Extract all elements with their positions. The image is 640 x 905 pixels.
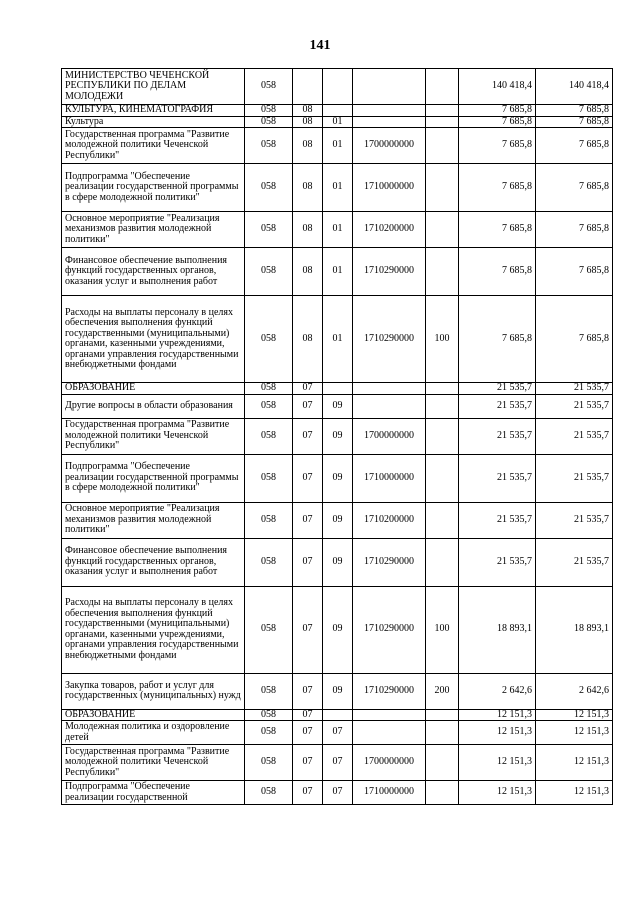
- cell-target-code: 1710200000: [353, 212, 426, 248]
- cell-subsection-code: 07: [323, 721, 353, 745]
- cell-amount-2: 2 642,6: [536, 673, 613, 709]
- cell-name: Финансовое обеспечение выполнения функций государственных органов, оказания услуг и выполнения работ: [62, 248, 245, 296]
- cell-amount-1: 140 418,4: [459, 69, 536, 105]
- cell-amount-1: 7 685,8: [459, 212, 536, 248]
- cell-section-code: 07: [293, 538, 323, 586]
- cell-section-code: 07: [293, 709, 323, 721]
- cell-subsection-code: 01: [323, 248, 353, 296]
- cell-name: Подпрограмма "Обеспечение реализации государственной программы в сфере молодежной политики": [62, 454, 245, 502]
- cell-target-code: 1710000000: [353, 781, 426, 805]
- cell-ministry-code: 058: [245, 212, 293, 248]
- table-row: [62, 164, 613, 212]
- cell-target-code: 1710000000: [353, 164, 426, 212]
- table-row: [62, 709, 613, 721]
- cell-section-code: 08: [293, 105, 323, 117]
- cell-subsection-code: 09: [323, 586, 353, 673]
- cell-ministry-code: 058: [245, 709, 293, 721]
- cell-amount-1: 12 151,3: [459, 781, 536, 805]
- cell-ministry-code: 058: [245, 673, 293, 709]
- cell-expense-type: 200: [426, 673, 459, 709]
- table-row: [62, 296, 613, 383]
- cell-expense-type: 100: [426, 586, 459, 673]
- table-row: [62, 248, 613, 296]
- cell-ministry-code: 058: [245, 586, 293, 673]
- cell-ministry-code: 058: [245, 454, 293, 502]
- cell-amount-1: 21 535,7: [459, 383, 536, 395]
- cell-section-code: 07: [293, 586, 323, 673]
- cell-amount-1: 7 685,8: [459, 116, 536, 128]
- cell-subsection-code: [323, 69, 353, 105]
- cell-subsection-code: 07: [323, 745, 353, 781]
- cell-name: ОБРАЗОВАНИЕ: [62, 709, 245, 721]
- cell-section-code: [293, 69, 323, 105]
- table-row: [62, 418, 613, 454]
- cell-ministry-code: 058: [245, 248, 293, 296]
- table-row: [62, 454, 613, 502]
- cell-name: Основное мероприятие "Реализация механизмов развития молодежной политики": [62, 212, 245, 248]
- cell-amount-1: 12 151,3: [459, 709, 536, 721]
- cell-section-code: 08: [293, 164, 323, 212]
- cell-name: Расходы на выплаты персоналу в целях обеспечения выполнения функций государственными (муниципальными) органами, казенными учреждениями, органами управления государственными внебюджетными фондами: [62, 586, 245, 673]
- cell-name: Другие вопросы в области образования: [62, 394, 245, 418]
- cell-amount-2: 7 685,8: [536, 164, 613, 212]
- cell-amount-1: 12 151,3: [459, 745, 536, 781]
- cell-amount-1: 21 535,7: [459, 394, 536, 418]
- cell-amount-1: 7 685,8: [459, 248, 536, 296]
- cell-amount-2: 7 685,8: [536, 248, 613, 296]
- table-row: [62, 586, 613, 673]
- cell-name: Расходы на выплаты персоналу в целях обеспечения выполнения функций государственными (муниципальными) органами, казенными учреждениями, органами управления государственными внебюджетными фондами: [62, 296, 245, 383]
- table-row: [62, 105, 613, 117]
- cell-expense-type: [426, 709, 459, 721]
- cell-target-code: [353, 709, 426, 721]
- cell-section-code: 08: [293, 248, 323, 296]
- cell-amount-2: 21 535,7: [536, 394, 613, 418]
- cell-ministry-code: 058: [245, 538, 293, 586]
- cell-amount-2: 12 151,3: [536, 745, 613, 781]
- cell-amount-2: 18 893,1: [536, 586, 613, 673]
- cell-target-code: 1710290000: [353, 586, 426, 673]
- cell-expense-type: [426, 745, 459, 781]
- cell-amount-1: 18 893,1: [459, 586, 536, 673]
- cell-name: Основное мероприятие "Реализация механизмов развития молодежной политики": [62, 502, 245, 538]
- cell-amount-1: 21 535,7: [459, 454, 536, 502]
- cell-section-code: 08: [293, 296, 323, 383]
- cell-ministry-code: 058: [245, 502, 293, 538]
- cell-ministry-code: 058: [245, 69, 293, 105]
- cell-expense-type: [426, 105, 459, 117]
- cell-name: Подпрограмма "Обеспечение реализации государственной программы в сфере молодежной политики": [62, 164, 245, 212]
- cell-subsection-code: 09: [323, 454, 353, 502]
- cell-amount-1: 7 685,8: [459, 105, 536, 117]
- cell-target-code: 1710290000: [353, 248, 426, 296]
- cell-expense-type: [426, 212, 459, 248]
- cell-name: Государственная программа "Развитие молодежной политики Чеченской Республики": [62, 418, 245, 454]
- cell-amount-2: 7 685,8: [536, 212, 613, 248]
- table-row: [62, 781, 613, 805]
- cell-amount-1: 7 685,8: [459, 296, 536, 383]
- page-number: 141: [309, 38, 331, 53]
- cell-subsection-code: 07: [323, 781, 353, 805]
- cell-name: Государственная программа "Развитие молодежной политики Чеченской Республики": [62, 745, 245, 781]
- cell-expense-type: [426, 383, 459, 395]
- cell-ministry-code: 058: [245, 721, 293, 745]
- cell-subsection-code: 01: [323, 128, 353, 164]
- cell-ministry-code: 058: [245, 116, 293, 128]
- cell-expense-type: [426, 248, 459, 296]
- cell-expense-type: [426, 69, 459, 105]
- cell-ministry-code: 058: [245, 418, 293, 454]
- cell-section-code: 07: [293, 781, 323, 805]
- cell-amount-2: 21 535,7: [536, 383, 613, 395]
- cell-expense-type: [426, 164, 459, 212]
- cell-ministry-code: 058: [245, 781, 293, 805]
- cell-amount-2: 7 685,8: [536, 296, 613, 383]
- cell-amount-2: 21 535,7: [536, 418, 613, 454]
- cell-ministry-code: 058: [245, 164, 293, 212]
- cell-subsection-code: 09: [323, 673, 353, 709]
- cell-subsection-code: 09: [323, 418, 353, 454]
- cell-amount-1: 12 151,3: [459, 721, 536, 745]
- cell-expense-type: [426, 781, 459, 805]
- cell-name: МИНИСТЕРСТВО ЧЕЧЕНСКОЙ РЕСПУБЛИКИ ПО ДЕЛАМ МОЛОДЕЖИ: [62, 69, 245, 105]
- cell-target-code: [353, 105, 426, 117]
- cell-name: Финансовое обеспечение выполнения функций государственных органов, оказания услуг и выполнения работ: [62, 538, 245, 586]
- cell-name: Государственная программа "Развитие молодежной политики Чеченской Республики": [62, 128, 245, 164]
- cell-name: КУЛЬТУРА, КИНЕМАТОГРАФИЯ: [62, 105, 245, 117]
- cell-ministry-code: 058: [245, 383, 293, 395]
- cell-amount-2: 21 535,7: [536, 502, 613, 538]
- cell-subsection-code: 01: [323, 164, 353, 212]
- cell-amount-1: 7 685,8: [459, 128, 536, 164]
- cell-subsection-code: 09: [323, 538, 353, 586]
- table-row: [62, 394, 613, 418]
- table-row: [62, 116, 613, 128]
- cell-amount-1: 2 642,6: [459, 673, 536, 709]
- cell-name: Культура: [62, 116, 245, 128]
- table-row: [62, 69, 613, 105]
- cell-ministry-code: 058: [245, 296, 293, 383]
- cell-expense-type: [426, 128, 459, 164]
- table-row: [62, 673, 613, 709]
- cell-target-code: [353, 69, 426, 105]
- cell-section-code: 07: [293, 418, 323, 454]
- table-row: [62, 128, 613, 164]
- cell-target-code: 1710200000: [353, 502, 426, 538]
- cell-amount-2: 7 685,8: [536, 128, 613, 164]
- cell-name: Подпрограмма "Обеспечение реализации государственной: [62, 781, 245, 805]
- cell-subsection-code: [323, 105, 353, 117]
- cell-expense-type: 100: [426, 296, 459, 383]
- cell-section-code: 08: [293, 128, 323, 164]
- cell-section-code: 07: [293, 721, 323, 745]
- cell-expense-type: [426, 502, 459, 538]
- cell-name: ОБРАЗОВАНИЕ: [62, 383, 245, 395]
- cell-target-code: 1710290000: [353, 538, 426, 586]
- cell-section-code: 08: [293, 116, 323, 128]
- table-row: [62, 502, 613, 538]
- cell-target-code: 1700000000: [353, 128, 426, 164]
- budget-table: [61, 68, 613, 805]
- cell-expense-type: [426, 454, 459, 502]
- cell-target-code: 1710000000: [353, 454, 426, 502]
- cell-amount-2: 7 685,8: [536, 116, 613, 128]
- cell-subsection-code: 01: [323, 116, 353, 128]
- table-row: [62, 745, 613, 781]
- cell-name: Закупка товаров, работ и услуг для государственных (муниципальных) нужд: [62, 673, 245, 709]
- cell-target-code: 1700000000: [353, 745, 426, 781]
- cell-amount-1: 21 535,7: [459, 418, 536, 454]
- cell-amount-2: 21 535,7: [536, 538, 613, 586]
- cell-amount-1: 7 685,8: [459, 164, 536, 212]
- cell-amount-2: 7 685,8: [536, 105, 613, 117]
- cell-expense-type: [426, 116, 459, 128]
- cell-target-code: [353, 721, 426, 745]
- cell-name: Молодежная политика и оздоровление детей: [62, 721, 245, 745]
- cell-expense-type: [426, 538, 459, 586]
- cell-amount-2: 12 151,3: [536, 721, 613, 745]
- table-row: [62, 721, 613, 745]
- cell-section-code: 07: [293, 745, 323, 781]
- table-row: [62, 383, 613, 395]
- cell-amount-2: 21 535,7: [536, 454, 613, 502]
- cell-target-code: [353, 394, 426, 418]
- cell-section-code: 07: [293, 502, 323, 538]
- cell-subsection-code: 01: [323, 212, 353, 248]
- cell-amount-2: 12 151,3: [536, 781, 613, 805]
- cell-ministry-code: 058: [245, 105, 293, 117]
- cell-amount-1: 21 535,7: [459, 502, 536, 538]
- cell-amount-1: 21 535,7: [459, 538, 536, 586]
- cell-target-code: 1710290000: [353, 296, 426, 383]
- cell-section-code: 07: [293, 673, 323, 709]
- cell-subsection-code: 01: [323, 296, 353, 383]
- table-row: [62, 212, 613, 248]
- cell-subsection-code: [323, 383, 353, 395]
- cell-expense-type: [426, 418, 459, 454]
- cell-expense-type: [426, 721, 459, 745]
- cell-section-code: 07: [293, 394, 323, 418]
- cell-amount-2: 12 151,3: [536, 709, 613, 721]
- cell-target-code: [353, 383, 426, 395]
- cell-section-code: 08: [293, 212, 323, 248]
- cell-amount-2: 140 418,4: [536, 69, 613, 105]
- cell-subsection-code: [323, 709, 353, 721]
- cell-subsection-code: 09: [323, 502, 353, 538]
- cell-ministry-code: 058: [245, 394, 293, 418]
- cell-target-code: 1710290000: [353, 673, 426, 709]
- cell-target-code: 1700000000: [353, 418, 426, 454]
- cell-subsection-code: 09: [323, 394, 353, 418]
- cell-section-code: 07: [293, 383, 323, 395]
- table-row: [62, 538, 613, 586]
- cell-expense-type: [426, 394, 459, 418]
- cell-target-code: [353, 116, 426, 128]
- cell-ministry-code: 058: [245, 128, 293, 164]
- cell-ministry-code: 058: [245, 745, 293, 781]
- cell-section-code: 07: [293, 454, 323, 502]
